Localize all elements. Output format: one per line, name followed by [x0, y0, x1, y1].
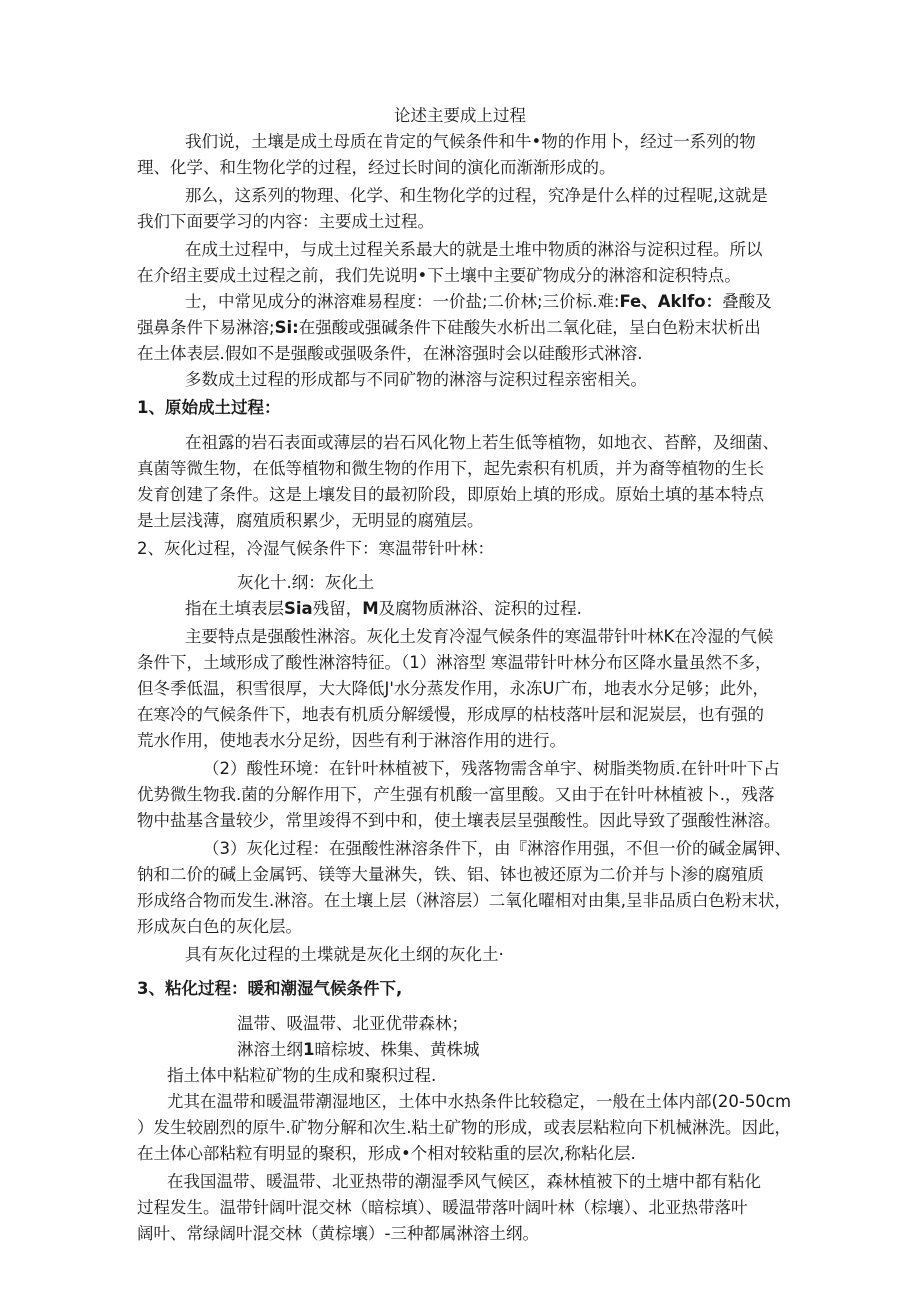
intro-p3-line1: 在成土过程中，与成土过程关系最大的就是土堆中物质的淋浴与淀积过程。所以	[185, 240, 763, 259]
p4-l2-si: Si:	[274, 318, 299, 337]
s2-acid-line3: 物中盐基含量较少，常里竣得不到中和，使土壤表层呈强酸性。因此导致了强酸性淋溶。	[137, 811, 781, 830]
s2-ash-line2: 钠和二价的碱上金属钙、镁等大量淋失，铁、铝、钵也被还原为二价并与卜渗的腐殖质	[137, 865, 764, 884]
intro-p4-line3: 在土体表层.假如不是强酸或强吸条件，在淋溶强时会以硅酸形式淋溶.	[137, 344, 643, 363]
document-title: 论述主要成上过程	[394, 106, 526, 125]
section3-heading	[137, 976, 402, 1002]
s3-heading-text: 3、粘化过程：暖和潮湿气候条件下,	[137, 979, 403, 998]
s1-body-line2: 真菌等微生物，在低等植物和微生物的作用下，起先索积有机质，并为裔等植物的生长	[137, 459, 764, 478]
p4-l1-text-c: 叠酸及	[722, 292, 772, 311]
s2-def-m: M	[362, 599, 379, 618]
s2-main-line3: 但冬季低温，积雪很厚，大大降低J'水分蒸发作用，永冻U广布，地表水分足够；此外，	[137, 679, 769, 698]
intro-p4-line2	[137, 315, 761, 341]
s2-soil-order: 灰化十.纲：灰化土	[237, 573, 375, 592]
s2-main-line2: 条件下，土域形成了酸性淋溶特征。（1）淋溶型 寒温带针叶林分布区降水量虽然不多，	[137, 653, 772, 672]
s1-body-line4: 是土层浅薄，腐殖质积累少，无明显的腐殖层。	[137, 511, 484, 530]
s3-soils	[237, 1037, 479, 1063]
intro-p5: 多数成土过程的形成都与不同矿物的淋溶与淀积过程亲密相关。	[185, 370, 647, 389]
s2-def-sia: Sia	[284, 599, 313, 618]
s3-p2-line1: 在我国温带、暖温带、北亚热带的潮湿季风气候区，森林植被下的土塘中都有粘化	[167, 1172, 761, 1191]
s2-ash-line4: 形成灰白色的灰化层。	[137, 917, 302, 936]
s3-p1-line3: 在土体心部粘粒有明显的聚积，形成•个相对较粘重的层次,称粘化层.	[137, 1144, 636, 1163]
s3-zones: 温带、吸温带、北亚优带森林；	[237, 1014, 468, 1033]
p4-l2-text-a: 强鼻条件下易淋溶;	[137, 318, 275, 337]
s2-def-a: 指在土填表层	[185, 599, 284, 618]
s2-main-line5: 荒水作用，使地表水分足纷，因些有利于淋溶作用的进行。	[137, 731, 566, 750]
p4-l1-text-a: 士，中常见成分的淋溶难易程度：一价盐;二价林;三价标.难:	[185, 292, 620, 311]
s3-soils-a: 淋溶土纲	[237, 1040, 303, 1059]
s2-main-line4: 在寒冷的气候条件下，地表有机质分解缓慢，形成厚的枯枝落叶层和泥炭层，也有强的	[137, 705, 764, 724]
s2-main-line1: 主要特点是强酸性淋溶。灰化土发育冷湿气候条件的寒温带针叶林K在冷湿的气候	[185, 627, 774, 646]
section1-heading: 1、原始成土过程：	[137, 398, 281, 417]
s2-ash-line3: 形成络合物而发生.淋溶。在土壤上层（淋溶层）二氧化曜相对由集,呈非品质白色粉末状，	[137, 891, 791, 910]
section2-heading: 2、灰化过程，冷湿气候条件下：寒温带针叶林：	[137, 539, 494, 558]
s3-soils-b: 1	[303, 1040, 315, 1059]
p4-l1-elements: Fe、Aklfo：	[619, 292, 723, 311]
s2-ash-line1: （3）灰化过程：在强酸性淋溶条件下，由『淋溶作用强，不但一价的碱金属钾、	[203, 839, 791, 858]
s3-definition: 指土体中粘粒矿物的生成和聚积过程.	[167, 1066, 437, 1085]
intro-p1-line1: 我们说，土壤是成土母质在肯定的气候条件和牛•物的作用卜，经过一系列的物	[185, 132, 756, 151]
s2-conclusion: 具有灰化过程的土堞就是灰化土纲的灰化土·	[185, 945, 504, 964]
s3-soils-c: 暗棕坡、株集、黄株城	[314, 1040, 480, 1059]
p4-l2-text-c: 在强酸或强碱条件下硅酸失水析出二氧化硅，呈白色粉末状析出	[298, 318, 761, 337]
s2-acid-line1: （2）酸性环境：在针叶林植被下，残落物需含单宇、树脂类物质.在针叶叶下占	[203, 759, 780, 778]
s2-definition	[185, 596, 582, 622]
s3-p1-line2: ）发生较剧烈的原牛.矿物分解和次生.粘土矿物的形成，或表层粘粒向下机械淋洗。因此，	[137, 1118, 791, 1137]
s2-acid-line2: 优势微生物我.菌的分解作用下，产生强有机酸一富里酸。又由于在针叶林植被卜.，残落	[137, 785, 775, 804]
s2-def-c: 残留，	[312, 599, 363, 618]
s3-p2-line3: 阔叶、常绿阔叶混交林（黄棕壤）-三种都属淋溶土纲。	[137, 1224, 539, 1243]
s3-p1-line1: 尤其在温带和暖温带潮湿地区，土体中水热条件比较稳定，一般在土体内部(20-50cm	[167, 1092, 792, 1111]
intro-p4-line1	[185, 289, 772, 315]
s1-body-line3: 发育创建了条件。这是上壤发目的最初阶段，即原始上填的形成。原始土填的基本特点	[137, 485, 764, 504]
intro-p3-line2: 在介绍主要成土过程之前，我们先说明•下土壤中主要矿物成分的淋溶和淀积特点。	[137, 266, 741, 285]
s3-p2-line2: 过程发生。温带针阔叶混交林（暗棕填）、暖温带落叶阔叶林（棕壤）、北亚热带落叶	[137, 1198, 748, 1217]
s1-body-line1: 在祖露的岩石表面或薄层的岩石风化物上若生低等植物，如地衣、苔醉，及细菌、	[185, 433, 779, 452]
intro-p1-line2: 理、化学、和生物化学的过程，经过长时间的演化而渐渐形成的。	[137, 158, 616, 177]
intro-p2-line1: 那么，这系列的物理、化学、和生物化学的过程，究净是什么样的过程呢,这就是	[185, 186, 768, 205]
intro-p2-line2: 我们下面要学习的内容：主要成土过程。	[137, 212, 434, 231]
s2-def-e: 及腐物质淋浴、淀积的过程.	[378, 599, 582, 618]
